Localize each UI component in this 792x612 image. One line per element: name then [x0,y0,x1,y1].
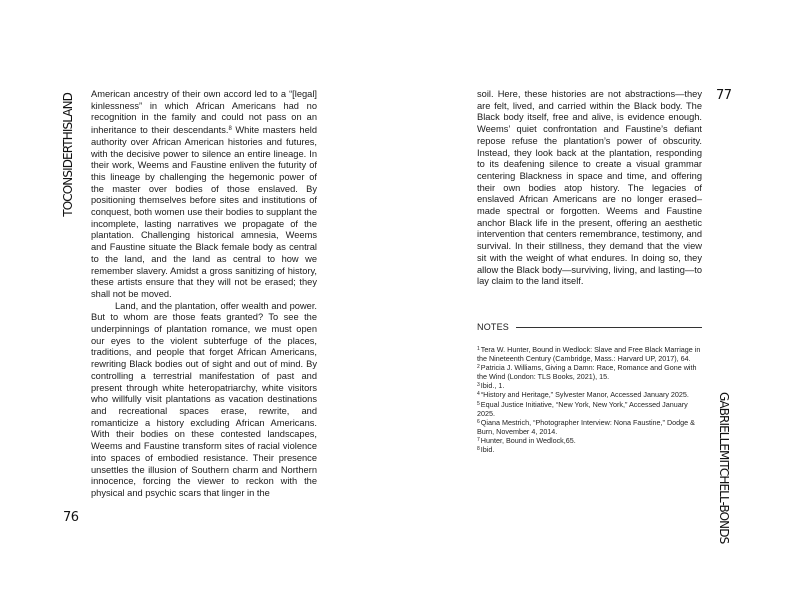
notes-section [477,322,702,454]
footnote-number: 6 [477,418,480,425]
right-running-head: GABRIELLEMITCHELL-BONDS [717,392,731,544]
footnote-number: 4 [477,391,480,398]
footnote [477,400,702,418]
footnote [477,445,702,454]
footnote [477,418,702,436]
footnote-number: 2 [477,364,480,371]
footnote-number: 1 [477,346,480,352]
footnote [477,345,702,363]
footnote-text: Tera W. Hunter, Bound in Wedlock: Slave and Free Black Marriage in the Nineteenth Century (Cambridge, Mass.: Harvard UP, 2017), 64. [477,345,701,364]
footnote-text: “History and Heritage,” Sylvester Manor, Accessed January 2025. [480,390,689,400]
notes-list [477,345,702,454]
right-page-body [477,89,702,288]
body-paragraph: Land, and the plantation, offer wealth and power. But to whom are those feats granted? To see the underpinnings of plantation romance, we must open our eyes to the violent subterfuge of the places, traditions, and people that forget African Americans, rewriting Black bodies out of sight and out of mind. By controlling a terrestrial manifestation of past and present through white heteropatriarchy, white visitors who willfully visit plantations as vacation destinations and recreational spaces erase, rewrite, and romanticize a history excluding African Americans. With their bodies on these contested landscapes, Weems and Faustine transform sites of racial violence into spaces of embodied resistance. Their presence unsettles the illusion of Southern charm and Northern innocence, forcing the viewer to reckon with the physical and psychic scars that linger in the [91,300,317,498]
footnote-number: 5 [477,400,480,407]
footnote-text: Patricia J. Williams, Giving a Damn: Race, Romance and Gone with the Wind (London: TLS Books, 2021), 15. [477,363,697,382]
notes-header [477,322,702,332]
paragraph-text: White masters held authority over African American histories and futures, with the decisive power to silence an entire lineage. In their work, Weems and Faustine enliven the futurity of this lineage by challenging the hegemonic power of the master over bodies of those enslaved. By positioning themselves before sites and institutions of conquest, both women use their bodies to supplant the incomplete, lasting narratives we propagate of the plantation. Challenging historical amnesia, Weems and Faustine situate the Black female body as central to the land, and the land as central to how we remember slavery. Amidst a gross sanitizing of history, these artists ensure that they will not be erased; they shall not be moved. [91,125,317,299]
footnote-number: 8 [477,446,480,453]
left-page-body [91,89,317,500]
footnote-reference: 8 [228,126,232,133]
footnote-text: Ibid., 1. [480,381,505,391]
footnote-text: Ibid. [480,445,495,455]
notes-title: NOTES [477,322,510,332]
notes-rule [516,327,702,328]
footnote [477,436,702,445]
paragraph-text: American ancestry of their own accord led to a “[legal] kinlessness” in which African Americans had no recognition in the family and could not pass on an inheritance to their descendants. [91,89,317,136]
page-number-right: 77 [716,88,732,103]
footnote [477,363,702,381]
footnote-text: Equal Justice Initiative, “New York, New York,” Accessed January 2025. [477,399,688,418]
footnote-number: 3 [477,382,480,389]
left-running-head: TOCONSIDERTHISLAND [61,93,75,217]
footnote [477,390,702,399]
footnote-number: 7 [477,436,480,443]
footnote-text: Qiana Mestrich, “Photographer Interview: Nona Faustine,” Dodge & Burn, November 4, 2014. [477,417,695,436]
body-paragraph: soil. Here, these histories are not abstractions—they are felt, lived, and carried within the Black body. The Black body itself, free and alive, is evidence enough. Weems’ quiet confrontation and Faustine’s defiant repose refuse the plantation’s power of obscurity. Instead, they look back at the plantation, responding to its deafening silence to create a visual grammar centering Blackness in space and time, and offering their own bodies atop history. The legacies of enslaved African Americans are no longer erased–made spectral or forgotten. Weems and Faustine anchor Black life in the present, offering an aesthetic intervention that centers remembrance, testimony, and survival. In their stillness, they demand that the view sit with the weight of what endures. In doing so, they allow the Black body—surviving, living, and lasting—to lay claim to the land itself. [477,89,702,287]
page-number-left: 76 [63,510,79,525]
body-paragraph [91,89,317,301]
footnote-text: Hunter, Bound in Wedlock,65. [480,435,576,445]
footnote [477,381,702,390]
